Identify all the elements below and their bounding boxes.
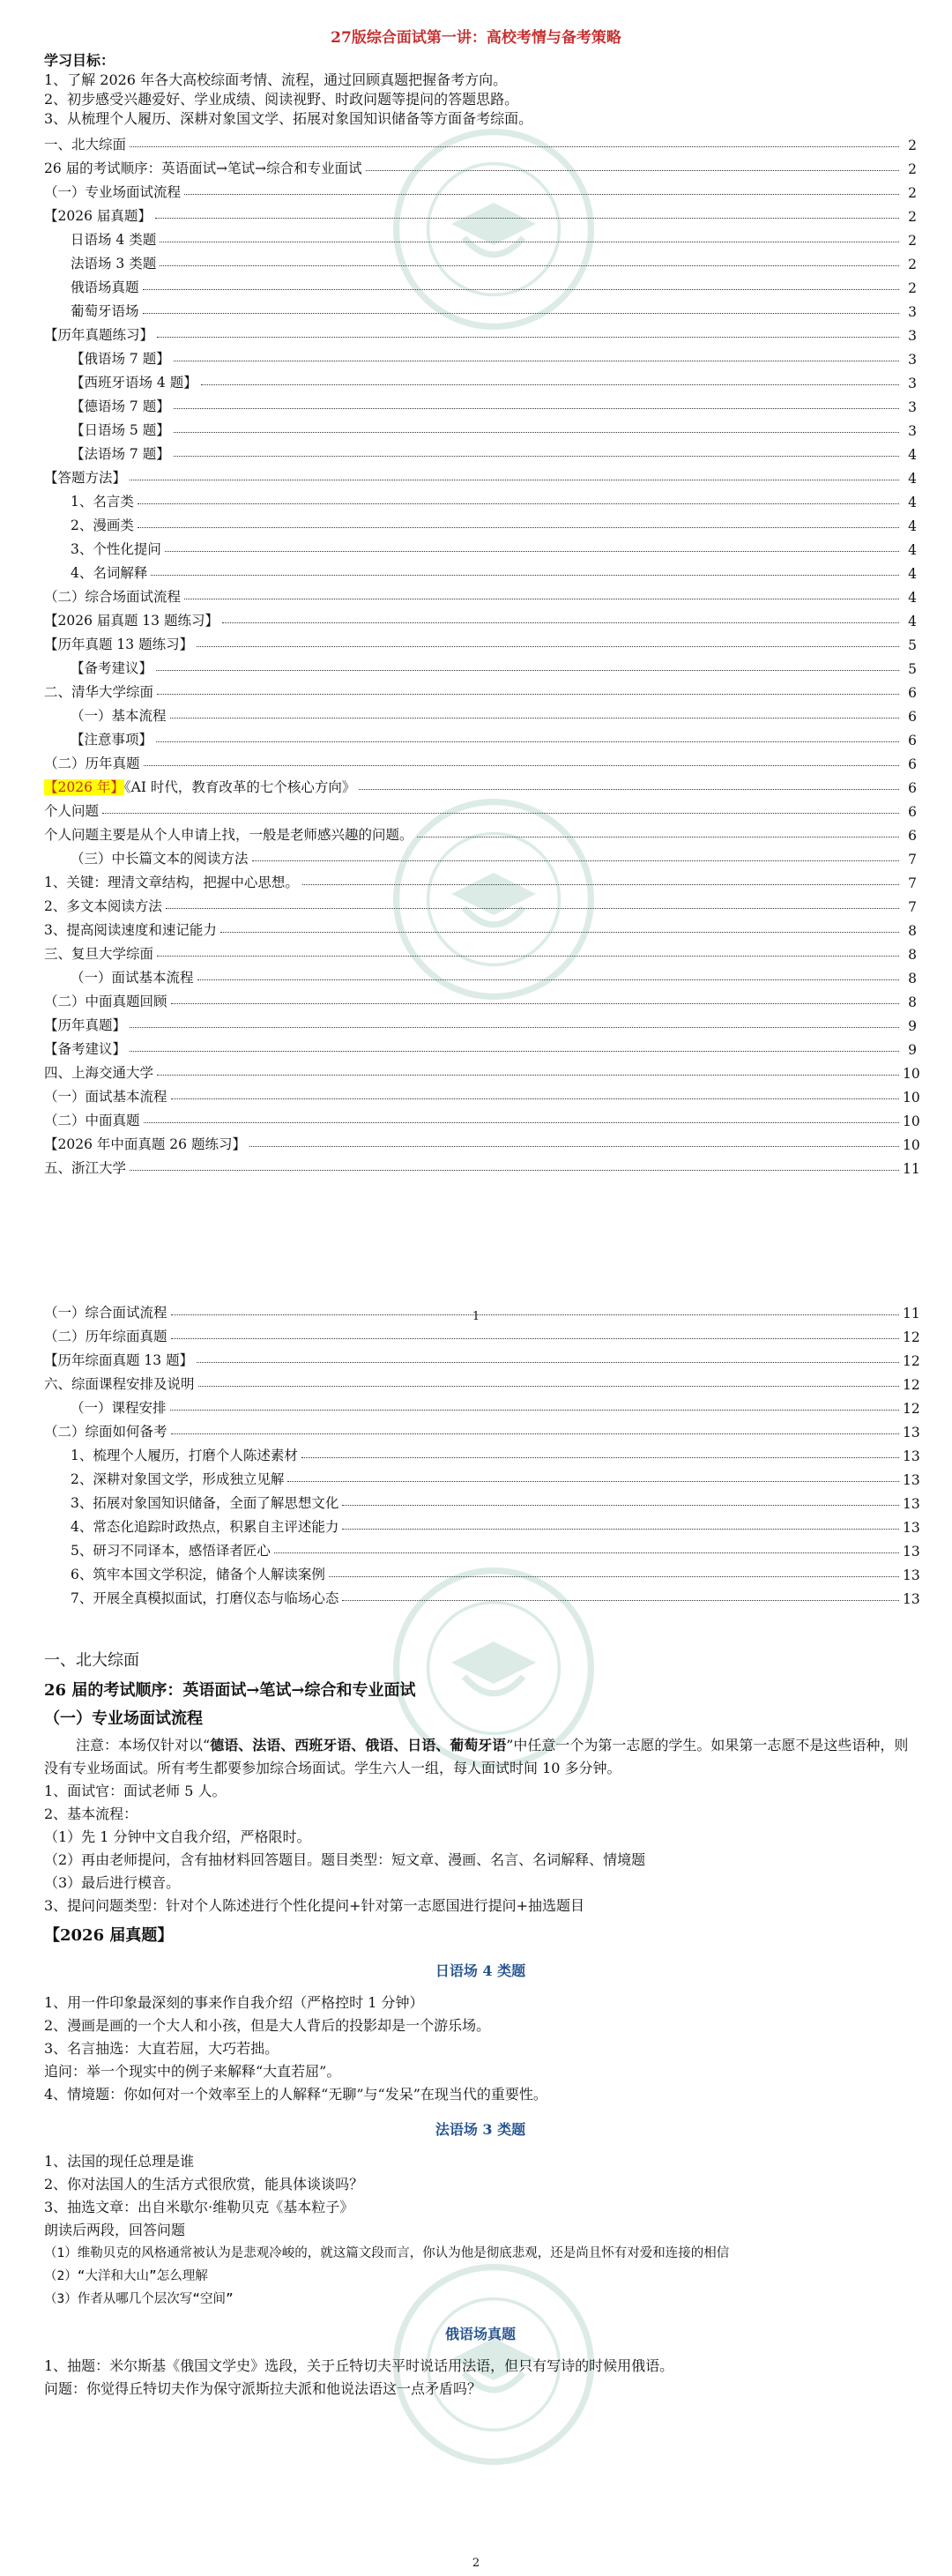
toc-leader-dots [249,1146,899,1147]
toc-entry[interactable] [44,653,917,677]
toc-entry-label: 【德语场 7 题】 [71,398,170,414]
table-of-contents-continued [44,1298,920,1607]
toc-entry[interactable] [44,606,917,629]
toc-entry[interactable] [44,487,917,510]
toc-leader-dots [359,789,899,790]
toc-entry[interactable] [44,391,917,415]
japanese-heading: 日语场 4 类题 [435,1962,526,1979]
toc-entry-label: 2、多文本阅读方法 [44,898,162,914]
toc-entry-label: （二）历年综面真题 [44,1329,167,1344]
toc-entry-label: 【历年综面真题 13 题】 [44,1352,194,1368]
toc-entry-label: （一）课程安排 [71,1400,167,1416]
toc-entry[interactable] [44,1369,920,1393]
process-line: （3）最后进行模音。 [44,1874,181,1891]
toc-entry-label: 【俄语场 7 题】 [71,351,170,367]
toc-leader-dots [157,694,899,695]
toc-entry-label: 1、关键：理清文章结构，把握中心思想。 [44,875,299,890]
question-line: （3）作者从哪几个层次写“空间” [44,2292,234,2306]
toc-page-number: 6 [908,804,917,820]
toc-entry-label: 法语场 3 类题 [71,256,157,272]
toc-leader-dots [197,646,899,647]
toc-page-number: 7 [908,875,917,891]
toc-leader-dots [274,1552,899,1553]
toc-entry-label: 5、研习不同译本，感悟译者匠心 [71,1543,271,1559]
toc-entry-label: 个人问题 [44,803,100,819]
toc-page-number: 4 [908,566,917,582]
toc-entry-label: 日语场 4 类题 [71,232,157,248]
toc-page-number: 7 [908,852,917,867]
toc-entry-label: （三）中长篇文本的阅读方法 [71,851,249,867]
toc-page-number: 3 [908,352,917,368]
toc-leader-dots [144,765,899,766]
toc-page-number: 4 [908,614,917,629]
learning-objectives [44,51,917,129]
toc-entry[interactable] [44,1153,920,1177]
toc-leader-dots [156,670,899,671]
question-line: 1、用一件印象最深刻的事来作自我介绍（严格控时 1 分钟） [44,1994,424,2011]
subsection-heading: （一）专业场面试流程 [44,1709,203,1728]
toc-entry-label: （一）面试基本流程 [71,970,194,986]
toc-entry-label: 1、名言类 [71,494,134,510]
toc-page-number: 5 [908,637,917,653]
toc-entry-label: 6、筑牢本国文学积淀，储备个人解读案例 [71,1567,325,1582]
toc-entry[interactable] [44,582,917,606]
toc-page-number: 10 [903,1090,920,1106]
toc-entry[interactable] [44,1441,920,1464]
toc-page-number: 8 [908,947,917,963]
toc-entry[interactable] [44,725,917,748]
toc-entry[interactable] [44,1106,920,1129]
toc-page-number: 10 [903,1066,920,1082]
toc-page-number: 5 [908,661,917,677]
toc-entry[interactable] [44,463,917,487]
toc-entry-label: 【2026 年】《AI 时代，教育改革的七个核心方向》 [44,779,356,795]
toc-entry-label: 四、上海交通大学 [44,1065,154,1081]
toc-entry-label: （一）专业场面试流程 [44,184,182,200]
toc-leader-dots [342,1529,899,1530]
page-number: 2 [472,2557,480,2570]
toc-leader-dots [130,1051,899,1052]
section-peking-university [44,1646,917,2401]
toc-leader-dots [342,1505,899,1506]
toc-page-number: 12 [903,1353,920,1369]
toc-page-number: 4 [908,590,917,606]
toc-page-number: 12 [903,1329,920,1345]
section-heading: 一、北大综面 [44,1651,139,1670]
toc-entry[interactable] [44,1536,920,1560]
process-line: （2）再由老师提问，含有抽材料回答题目。题目类型：短文章、漫画、名言、名词解释、情境题 [44,1851,646,1868]
objective-item: 3、从梳理个人履历、深耕对象国文学、拓展对象国知识储备等方面备考综面。 [44,110,533,127]
toc-entry[interactable] [44,748,917,772]
watermark-seal-icon [388,123,599,335]
toc-entry-label: 一、北大综面 [44,137,127,153]
toc-page-number: 11 [903,1306,920,1322]
toc-page-number: 13 [903,1472,920,1488]
toc-page-number: 6 [908,685,917,701]
toc-entry[interactable] [44,558,917,582]
toc-page-number: 13 [903,1520,920,1536]
toc-page-number: 13 [903,1544,920,1560]
question-line: 4、情境题：你如何对一个效率至上的人解释“无聊”与“发呆”在现当代的重要性。 [44,2086,547,2103]
toc-entry-label: 【2026 届真题】 [44,208,152,224]
toc-page-number: 4 [908,495,917,510]
toc-page-number: 8 [908,923,917,939]
toc-entry-label: 2、漫画类 [71,517,134,533]
toc-entry[interactable] [44,1034,917,1058]
toc-entry-label: 个人问题主要是从个人申请上找，一般是老师感兴趣的问题。 [44,827,413,843]
toc-entry-label: 【2026 年中面真题 26 题练习】 [44,1136,246,1152]
objective-item: 2、初步感受兴趣爱好、学业成绩、阅读视野、时政问题等提问的答题思路。 [44,91,519,108]
toc-page-number: 12 [903,1377,920,1393]
toc-entry-label: （一）基本流程 [71,708,167,724]
question-line: 1、法国的现任总理是谁 [44,2153,195,2170]
toc-page-number: 6 [908,709,917,725]
toc-leader-dots [157,337,899,338]
toc-entry[interactable] [44,1488,920,1512]
toc-leader-dots [174,408,899,409]
process-line: 3、提问问题类型：针对个人陈述进行个性化提问+针对第一志愿国进行提问+抽选题目 [44,1897,584,1914]
toc-entry-label: 三、复旦大学综面 [44,946,154,962]
toc-leader-dots [144,1122,899,1123]
toc-leader-dots [156,741,899,742]
toc-page-number: 6 [908,828,917,844]
question-line: 3、名言抽选：大直若屈，大巧若拙。 [44,2040,279,2057]
toc-entry-label: 【备考建议】 [44,1041,127,1057]
toc-page-number: 4 [908,447,917,463]
toc-leader-dots [287,1481,899,1482]
toc-page-number: 13 [903,1425,920,1441]
toc-leader-dots [171,1433,899,1434]
toc-page-number: 10 [903,1113,920,1129]
question-line: 2、你对法国人的生活方式很欣赏，能具体谈谈吗？ [44,2176,364,2193]
toc-entry-label: 4、名词解释 [71,565,148,581]
toc-entry[interactable] [44,629,917,653]
real-questions-heading: 【2026 届真题】 [44,1926,174,1945]
toc-entry[interactable] [44,1058,920,1082]
toc-entry[interactable] [44,677,917,701]
process-line: 1、面试官：面试老师 5 人。 [44,1783,227,1799]
toc-entry-label: （二）中面真题回顾 [44,994,167,1009]
toc-entry-label: 【法语场 7 题】 [71,446,170,462]
document-page-2 [0,1298,952,2576]
toc-page-number: 3 [908,328,917,344]
toc-page-number: 2 [908,280,917,296]
toc-entry[interactable] [44,701,917,725]
exam-order-heading: 26 届的考试顺序：英语面试→笔试→综合和专业面试 [44,1681,416,1700]
toc-entry-label: 二、清华大学综面 [44,684,154,700]
toc-leader-dots [171,1314,899,1315]
toc-entry-label: 【历年真题 13 题练习】 [44,637,194,652]
toc-page-number: 2 [908,209,917,225]
toc-entry-label: （二）综合场面试流程 [44,589,182,605]
toc-page-number: 3 [908,304,917,320]
toc-leader-dots [130,1170,899,1171]
toc-page-number: 10 [903,1137,920,1153]
toc-leader-dots [171,1338,899,1339]
toc-entry-label: 7、开展全真模拟面试，打磨仪态与临场心态 [71,1590,339,1606]
toc-entry[interactable] [44,1512,920,1536]
watermark-seal-icon [388,793,599,1005]
toc-page-number: 6 [908,756,917,772]
toc-page-number: 13 [903,1496,920,1512]
toc-page-number: 13 [903,1448,920,1464]
russian-heading: 俄语场真题 [444,2326,516,2342]
toc-entry[interactable] [44,1393,920,1417]
question-line: （1）维勒贝克的风格通常被认为是悲观冷峻的，就这篇文段而言，你认为他是彻底悲观，还是尚且怀有对爱和连接的相信 [44,2246,730,2260]
toc-page-number: 4 [908,471,917,487]
toc-entry-label: 【历年真题练习】 [44,327,154,343]
toc-leader-dots [198,1386,899,1387]
question-line: 问题：你觉得丘特切夫作为保守派斯拉夫派和他说法语这一点矛盾吗？ [44,2380,482,2397]
toc-entry[interactable] [44,1082,920,1106]
toc-page-number: 6 [908,780,917,796]
toc-entry[interactable] [44,1345,920,1369]
question-line: 1、抽题：米尔斯基《俄国文学史》选段，关于丘特切夫平时说话用法语，但只有写诗的时候用俄语。 [44,2357,674,2374]
toc-leader-dots [138,503,899,504]
toc-page-number: 11 [903,1161,920,1177]
toc-entry[interactable] [44,1464,920,1488]
toc-page-number: 2 [908,233,917,249]
toc-entry[interactable] [44,534,917,558]
toc-entry[interactable] [44,772,917,796]
toc-entry[interactable] [44,368,917,391]
toc-entry-label: 【历年真题】 [44,1017,127,1033]
objective-item: 1、了解 2026 年各大高校综面考情、流程，通过回顾真题把握备考方向。 [44,71,508,88]
toc-page-number: 13 [903,1567,920,1583]
question-line: 2、漫画是画的一个大人和小孩，但是大人背后的投影却是一个游乐场。 [44,2017,491,2034]
toc-page-number: 9 [908,1042,917,1058]
toc-leader-dots [171,1098,899,1099]
question-line: （2）“大洋和大山”怎么理解 [44,2269,208,2283]
french-heading: 法语场 3 类题 [435,2121,526,2138]
toc-leader-dots [301,1457,899,1458]
objectives-heading: 学习目标： [44,52,115,69]
toc-leader-dots [138,527,899,528]
toc-entry[interactable] [44,1010,917,1034]
toc-entry-label: 4、常态化追踪时政热点，积累自主评述能力 [71,1519,339,1535]
toc-leader-dots [174,432,899,433]
toc-entry[interactable] [44,344,917,368]
toc-entry-label: （二）综面如何备考 [44,1424,167,1440]
toc-entry-label: 【西班牙语场 4 题】 [71,375,197,391]
toc-page-number: 9 [908,1018,917,1034]
toc-entry-label: 26 届的考试顺序：英语面试→笔试→综合和专业面试 [44,160,362,176]
toc-entry-label: 【日语场 5 题】 [71,422,170,438]
document-title: 27版综合面试第一讲：高校考情与备考策略 [331,29,621,47]
toc-entry-label: 1、梳理个人履历，打磨个人陈述素材 [71,1448,298,1463]
toc-entry-label: 六、综面课程安排及说明 [44,1376,195,1392]
question-line: 追问：举一个现实中的例子来解释“大直若屈”。 [44,2063,341,2080]
toc-leader-dots [201,384,899,385]
toc-leader-dots [165,551,899,552]
toc-entry-label: 葡萄牙语场 [71,303,139,319]
toc-entry-label: 【答题方法】 [44,470,127,486]
toc-entry-label: （一）综合面试流程 [44,1305,167,1321]
toc-page-number: 2 [908,185,917,201]
toc-entry-label: 五、浙江大学 [44,1160,127,1176]
process-line: （1）先 1 分钟中文自我介绍，严格限时。 [44,1828,311,1845]
toc-leader-dots [151,575,899,576]
note-paragraph: 注意：本场仅针对以“德语、法语、西班牙语、俄语、日语、葡萄牙语”中任意一个为第一志愿的学生。如果第一志愿不是这些语种，则没有专业场面试。所有考生都要参加综合场面试。学生六人一组，每人面试时间 10 多分钟。 [44,1737,909,1776]
toc-page-number: 7 [908,899,917,915]
toc-leader-dots [170,1410,899,1411]
toc-entry[interactable] [44,1129,920,1153]
process-line: 2、基本流程： [44,1805,138,1822]
toc-leader-dots [157,1075,899,1076]
toc-page-number: 8 [908,994,917,1010]
toc-page-number: 2 [908,138,917,153]
toc-page-number: 12 [903,1401,920,1417]
toc-page-number: 8 [908,971,917,986]
toc-leader-dots [174,456,899,457]
toc-page-number: 13 [903,1591,920,1607]
toc-entry-label: 2、深耕对象国文学，形成独立见解 [71,1471,285,1487]
toc-page-number: 3 [908,376,917,391]
toc-entry-label: 【2026 届真题 13 题练习】 [44,613,219,629]
toc-entry[interactable] [44,1298,920,1322]
toc-page-number: 4 [908,542,917,558]
question-line: 朗读后两段，回答问题 [44,2222,186,2238]
toc-leader-dots [197,1362,899,1363]
page-number: 1 [472,1310,480,1323]
question-line: 3、抽选文章：出自米歇尔·维勒贝克《基本粒子》 [44,2199,354,2215]
toc-page-number: 2 [908,161,917,177]
toc-page-number: 2 [908,257,917,272]
toc-entry-label: 俄语场真题 [71,279,139,295]
toc-entry-label: 3、个性化提问 [71,541,161,557]
toc-entry-label: 3、提高阅读速度和速记能力 [44,922,217,938]
toc-page-number: 6 [908,733,917,748]
toc-entry[interactable] [44,439,917,463]
toc-entry-highlight: 【2026 年】 [44,779,124,795]
toc-page-number: 4 [908,518,917,534]
toc-entry-label: 【注意事项】 [71,732,153,748]
toc-leader-dots [222,622,899,623]
toc-entry-label: 【备考建议】 [71,660,153,676]
toc-entry[interactable] [44,510,917,534]
toc-entry-label: （二）历年真题 [44,756,140,771]
toc-entry-label: （一）面试基本流程 [44,1089,167,1105]
toc-page-number: 3 [908,423,917,439]
toc-entry-label: （二）中面真题 [44,1113,140,1128]
toc-entry[interactable] [44,415,917,439]
toc-entry[interactable] [44,1322,920,1345]
toc-page-number: 3 [908,399,917,415]
toc-entry-label: 3、拓展对象国知识储备，全面了解思想文化 [71,1495,339,1511]
toc-entry[interactable] [44,1417,920,1441]
toc-leader-dots [130,1027,899,1028]
